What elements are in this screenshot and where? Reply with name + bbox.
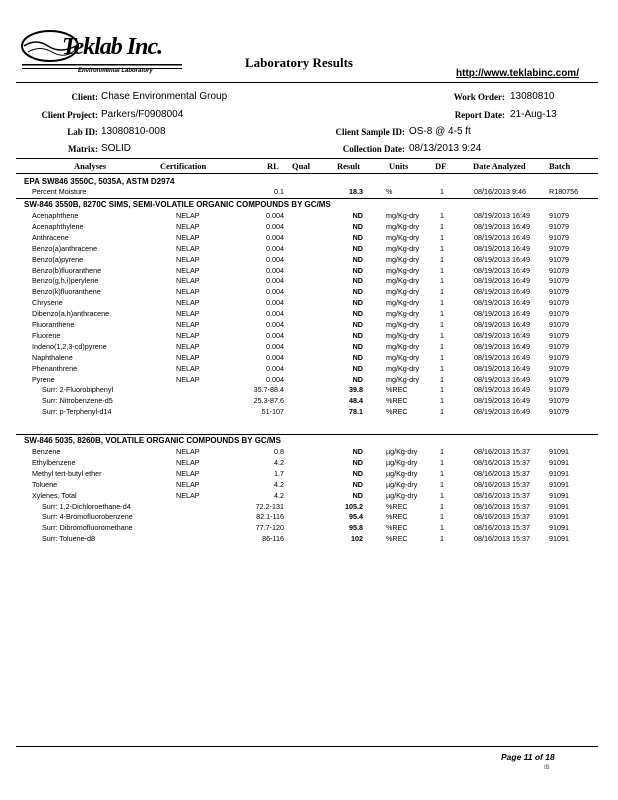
certification-cell: NELAP: [176, 298, 200, 308]
rl-cell: 0.004: [266, 287, 284, 297]
date-analyzed-cell: 08/16/2013 15:37: [474, 512, 530, 522]
certification-cell: NELAP: [176, 320, 200, 329]
rl-cell: 35.7-88.4: [253, 385, 284, 395]
table-row: [0, 320, 618, 331]
analyte-name: Methyl tert-butyl ether: [32, 468, 102, 478]
units-cell: mg/Kg-dry: [386, 298, 420, 308]
date-analyzed-cell: 08/19/2013 16:49: [474, 309, 530, 319]
workorder-value: 13080810: [510, 91, 555, 102]
analyte-name: Surr: Nitrobenzene-d5: [42, 396, 113, 406]
batch-cell: 91091: [549, 534, 569, 544]
rl-cell: 86-116: [262, 534, 284, 544]
client-label: Client:: [71, 92, 98, 102]
table-row: [0, 287, 618, 298]
analyte-name: Toluene: [32, 479, 58, 489]
section-divider: [16, 434, 598, 435]
result-cell: ND: [352, 309, 363, 319]
result-cell: 95.8: [349, 523, 363, 533]
project-value: Parkers/F0908004: [101, 109, 184, 120]
analyte-name: Benzene: [32, 447, 61, 456]
rl-cell: 0.004: [266, 363, 284, 373]
df-cell: 1: [440, 254, 444, 264]
col-units: Units: [389, 161, 409, 171]
col-analyses: Analyses: [74, 161, 107, 171]
col-certification: Certification: [160, 161, 207, 171]
df-cell: 1: [440, 276, 444, 286]
certification-cell: NELAP: [176, 243, 200, 253]
analyte-name: Chrysene: [32, 298, 63, 308]
table-row: [0, 396, 618, 407]
table-row: [0, 342, 618, 353]
units-cell: %REC: [386, 523, 408, 533]
batch-cell: 91079: [549, 396, 569, 406]
result-cell: ND: [352, 447, 363, 456]
date-analyzed-cell: 08/19/2013 16:49: [474, 374, 530, 384]
result-cell: ND: [352, 374, 363, 384]
df-cell: 1: [440, 287, 444, 297]
result-cell: ND: [352, 254, 363, 264]
analyte-name: Benzo(b)fluoranthene: [32, 265, 102, 275]
rl-cell: 4.2: [274, 479, 284, 489]
df-cell: 1: [440, 447, 444, 456]
certification-cell: NELAP: [176, 457, 200, 467]
units-cell: %REC: [386, 501, 408, 511]
project-label: Client Project:: [41, 110, 98, 120]
df-cell: 1: [440, 187, 444, 196]
date-analyzed-cell: 08/19/2013 16:49: [474, 276, 530, 286]
rl-cell: 0.004: [266, 330, 284, 340]
rl-cell: 0.004: [266, 265, 284, 275]
result-cell: ND: [352, 232, 363, 242]
page-title: Laboratory Results: [245, 55, 353, 70]
col-batch: Batch: [549, 161, 571, 171]
table-header-divider: [16, 173, 598, 174]
analyte-name: Anthracene: [32, 232, 69, 242]
result-cell: ND: [352, 457, 363, 467]
colldate-value: 08/13/2013 9:24: [409, 143, 482, 154]
analyte-name: Benzo(k)fluoranthene: [32, 287, 101, 297]
df-cell: 1: [440, 320, 444, 329]
units-cell: mg/Kg-dry: [386, 276, 420, 286]
analyte-name: Phenanthrene: [32, 363, 78, 373]
units-cell: µg/Kg-dry: [386, 490, 418, 500]
rl-cell: 82.1-116: [256, 512, 284, 522]
certification-cell: NELAP: [176, 447, 200, 456]
table-row: [0, 266, 618, 277]
result-cell: 18.3: [349, 187, 363, 196]
analyte-name: Indeno(1,2,3-cd)pyrene: [32, 341, 107, 351]
batch-cell: 91079: [549, 330, 569, 340]
table-row: [0, 364, 618, 375]
date-analyzed-cell: 08/16/2013 15:37: [474, 534, 530, 544]
analyte-name: Surr: Dibromofluoromethane: [42, 523, 133, 533]
section-title: SW-846 5035, 8260B, VOLATILE ORGANIC COMPOUNDS BY GC/MS: [24, 436, 281, 445]
batch-cell: 91079: [549, 265, 569, 275]
batch-cell: 91079: [549, 276, 569, 286]
certification-cell: NELAP: [176, 341, 200, 351]
table-row: [0, 255, 618, 266]
result-cell: ND: [352, 287, 363, 297]
table-row: [0, 298, 618, 309]
rl-cell: 0.004: [266, 211, 284, 220]
table-row: [0, 375, 618, 386]
units-cell: µg/Kg-dry: [386, 447, 418, 456]
analyte-name: Benzo(g,h,i)perylene: [32, 276, 99, 286]
analyte-name: Pyrene: [32, 374, 55, 384]
analyte-name: Naphthalene: [32, 352, 73, 362]
rl-cell: 0.8: [274, 447, 284, 456]
units-cell: mg/Kg-dry: [386, 265, 420, 275]
date-analyzed-cell: 08/19/2013 16:49: [474, 265, 530, 275]
batch-cell: 91091: [549, 447, 569, 456]
rl-cell: 0.1: [274, 187, 284, 196]
df-cell: 1: [440, 232, 444, 242]
reportdate-value: 21-Aug-13: [510, 109, 557, 120]
rl-cell: 1.7: [274, 468, 284, 478]
table-row: [0, 534, 618, 545]
rl-cell: 0.004: [266, 320, 284, 329]
batch-cell: 91079: [549, 320, 569, 329]
date-analyzed-cell: 08/19/2013 16:49: [474, 396, 530, 406]
units-cell: mg/Kg-dry: [386, 243, 420, 253]
rl-cell: 0.004: [266, 232, 284, 242]
table-row: [0, 385, 618, 396]
certification-cell: NELAP: [176, 352, 200, 362]
batch-cell: 91079: [549, 363, 569, 373]
result-cell: ND: [352, 341, 363, 351]
rl-cell: 0.004: [266, 276, 284, 286]
df-cell: 1: [440, 501, 444, 511]
df-cell: 1: [440, 265, 444, 275]
df-cell: 1: [440, 221, 444, 231]
labid-label: Lab ID:: [67, 127, 98, 137]
certification-cell: NELAP: [176, 287, 200, 297]
analyte-name: Surr: 2-Fluorobiphenyl: [42, 385, 114, 395]
table-row: [0, 244, 618, 255]
df-cell: 1: [440, 490, 444, 500]
df-cell: 1: [440, 479, 444, 489]
analyte-name: Surr: Toluene-d8: [42, 534, 96, 544]
certification-cell: NELAP: [176, 254, 200, 264]
rl-cell: 4.2: [274, 490, 284, 500]
date-analyzed-cell: 08/19/2013 16:49: [474, 232, 530, 242]
batch-cell: 91091: [549, 523, 569, 533]
date-analyzed-cell: 08/16/2013 15:37: [474, 468, 530, 478]
result-cell: 105.2: [345, 501, 363, 511]
result-cell: ND: [352, 352, 363, 362]
col-df: DF: [435, 161, 447, 171]
units-cell: mg/Kg-dry: [386, 374, 420, 384]
rl-cell: 0.004: [266, 309, 284, 319]
rl-cell: 0.004: [266, 243, 284, 253]
rl-cell: 4.2: [274, 457, 284, 467]
units-cell: mg/Kg-dry: [386, 363, 420, 373]
date-analyzed-cell: 08/19/2013 16:49: [474, 287, 530, 297]
section-title: EPA SW846 3550C, 5035A, ASTM D2974: [24, 177, 175, 186]
rl-cell: 0.004: [266, 374, 284, 384]
table-row: [0, 491, 618, 502]
certification-cell: NELAP: [176, 468, 200, 478]
units-cell: mg/Kg-dry: [386, 320, 420, 329]
table-row: [0, 512, 618, 523]
table-row: [0, 480, 618, 491]
units-cell: mg/Kg-dry: [386, 330, 420, 340]
certification-cell: NELAP: [176, 363, 200, 373]
batch-cell: 91079: [549, 254, 569, 264]
date-analyzed-cell: 08/19/2013 16:49: [474, 243, 530, 253]
rl-cell: 0.004: [266, 352, 284, 362]
table-row: [0, 502, 618, 513]
df-cell: 1: [440, 457, 444, 467]
col-rl: RL: [267, 161, 279, 171]
units-cell: mg/Kg-dry: [386, 221, 420, 231]
units-cell: µg/Kg-dry: [386, 468, 418, 478]
units-cell: µg/Kg-dry: [386, 479, 418, 489]
batch-cell: 91079: [549, 287, 569, 297]
rl-cell: 51-107: [261, 407, 284, 417]
labid-value: 13080810-008: [101, 126, 166, 137]
date-analyzed-cell: 08/19/2013 16:49: [474, 352, 530, 362]
result-cell: ND: [352, 221, 363, 231]
analyte-name: Fluoranthene: [32, 320, 75, 329]
df-cell: 1: [440, 309, 444, 319]
df-cell: 1: [440, 330, 444, 340]
batch-cell: 91079: [549, 374, 569, 384]
analyte-name: Percent Moisture: [32, 187, 87, 196]
rl-cell: 77.7-120: [255, 523, 284, 533]
page-number: Page 11 of 18: [501, 752, 555, 762]
df-cell: 1: [440, 298, 444, 308]
date-analyzed-cell: 08/19/2013 16:49: [474, 320, 530, 329]
result-cell: ND: [352, 265, 363, 275]
df-cell: 1: [440, 385, 444, 395]
certification-cell: NELAP: [176, 374, 200, 384]
date-analyzed-cell: 08/19/2013 16:49: [474, 341, 530, 351]
table-row: [0, 331, 618, 342]
batch-cell: 91079: [549, 341, 569, 351]
batch-cell: 91079: [549, 232, 569, 242]
batch-cell: 91091: [549, 468, 569, 478]
date-analyzed-cell: 08/16/2013 15:37: [474, 490, 530, 500]
certification-cell: NELAP: [176, 276, 200, 286]
matrix-label: Matrix:: [68, 144, 98, 154]
date-analyzed-cell: 08/19/2013 16:49: [474, 407, 530, 417]
logo-name: Teklab Inc.: [62, 34, 163, 60]
rl-cell: 0.004: [266, 298, 284, 308]
batch-cell: 91079: [549, 211, 569, 220]
col-qual: Qual: [292, 161, 310, 171]
units-cell: mg/Kg-dry: [386, 309, 420, 319]
date-analyzed-cell: 08/16/2013 15:37: [474, 447, 530, 456]
batch-cell: 91079: [549, 243, 569, 253]
df-cell: 1: [440, 396, 444, 406]
rl-cell: 0.004: [266, 221, 284, 231]
certification-cell: NELAP: [176, 330, 200, 340]
analyte-name: Surr: p-Terphenyl-d14: [42, 407, 112, 417]
rl-cell: 0.004: [266, 341, 284, 351]
df-cell: 1: [440, 363, 444, 373]
units-cell: mg/Kg-dry: [386, 287, 420, 297]
df-cell: 1: [440, 243, 444, 253]
result-cell: 39.8: [349, 385, 363, 395]
analyte-name: Acenaphthylene: [32, 221, 84, 231]
matrix-value: SOLID: [101, 143, 132, 154]
footer-divider: [16, 746, 598, 747]
analyte-name: Fluorene: [32, 330, 61, 340]
batch-cell: 91091: [549, 501, 569, 511]
units-cell: %REC: [386, 407, 408, 417]
workorder-label: Work Order:: [453, 92, 505, 102]
table-row: [0, 523, 618, 534]
sampleid-label: Client Sample ID:: [335, 127, 405, 137]
table-row: [0, 187, 618, 198]
table-row: [0, 222, 618, 233]
analyte-name: Surr: 4-Bromofluorobenzene: [42, 512, 133, 522]
rl-cell: 0.004: [266, 254, 284, 264]
analyte-name: Ethylbenzene: [32, 457, 76, 467]
units-cell: mg/Kg-dry: [386, 254, 420, 264]
result-cell: ND: [352, 276, 363, 286]
certification-cell: NELAP: [176, 265, 200, 275]
rl-cell: 25.3-87.6: [253, 396, 284, 406]
col-result: Result: [337, 161, 361, 171]
certification-cell: NELAP: [176, 309, 200, 319]
client-value: Chase Environmental Group: [101, 91, 228, 102]
date-analyzed-cell: 08/19/2013 16:49: [474, 363, 530, 373]
footer-mark: IB: [544, 765, 550, 771]
result-cell: ND: [352, 243, 363, 253]
colldate-label: Collection Date:: [342, 144, 405, 154]
date-analyzed-cell: 08/16/2013 15:37: [474, 523, 530, 533]
df-cell: 1: [440, 523, 444, 533]
date-analyzed-cell: 08/19/2013 16:49: [474, 385, 530, 395]
df-cell: 1: [440, 512, 444, 522]
logo-subtitle: Environmental Laboratory: [78, 68, 153, 74]
batch-cell: 91079: [549, 385, 569, 395]
result-cell: ND: [352, 468, 363, 478]
date-analyzed-cell: 08/19/2013 16:49: [474, 254, 530, 264]
df-cell: 1: [440, 352, 444, 362]
certification-cell: NELAP: [176, 490, 200, 500]
date-analyzed-cell: 08/19/2013 16:49: [474, 221, 530, 231]
website-link[interactable]: http://www.teklabinc.com/: [456, 68, 579, 79]
result-cell: 95.4: [349, 512, 363, 522]
analyte-name: Benzo(a)anthracene: [32, 243, 98, 253]
table-top-divider: [16, 158, 598, 159]
analyte-name: Benzo(a)pyrene: [32, 254, 84, 264]
result-cell: 102: [351, 534, 363, 544]
units-cell: %: [386, 187, 393, 196]
result-cell: ND: [352, 320, 363, 329]
result-cell: ND: [352, 479, 363, 489]
analyte-name: Dibenzo(a,h)anthracene: [32, 309, 110, 319]
analyte-name: Xylenes, Total: [32, 490, 77, 500]
batch-cell: 91079: [549, 407, 569, 417]
batch-cell: 91091: [549, 490, 569, 500]
units-cell: %REC: [386, 512, 408, 522]
date-analyzed-cell: 08/16/2013 9:46: [474, 187, 526, 196]
date-analyzed-cell: 08/16/2013 15:37: [474, 457, 530, 467]
batch-cell: 91091: [549, 512, 569, 522]
table-row: [0, 276, 618, 287]
batch-cell: 91091: [549, 479, 569, 489]
batch-cell: 91079: [549, 221, 569, 231]
sampleid-value: OS-8 @ 4-5 ft: [409, 126, 471, 137]
units-cell: %REC: [386, 396, 408, 406]
df-cell: 1: [440, 468, 444, 478]
units-cell: µg/Kg-dry: [386, 457, 418, 467]
units-cell: mg/Kg-dry: [386, 211, 420, 220]
result-cell: 78.1: [349, 407, 363, 417]
result-cell: ND: [352, 211, 363, 220]
df-cell: 1: [440, 211, 444, 220]
section-divider: [16, 198, 598, 199]
certification-cell: NELAP: [176, 479, 200, 489]
result-cell: ND: [352, 490, 363, 500]
rl-cell: 72.2-131: [255, 501, 284, 511]
table-row: [0, 447, 618, 458]
certification-cell: NELAP: [176, 211, 200, 220]
certification-cell: NELAP: [176, 221, 200, 231]
df-cell: 1: [440, 534, 444, 544]
units-cell: mg/Kg-dry: [386, 352, 420, 362]
certification-cell: NELAP: [176, 232, 200, 242]
units-cell: mg/Kg-dry: [386, 341, 420, 351]
date-analyzed-cell: 08/19/2013 16:49: [474, 330, 530, 340]
section-title: SW-846 3550B, 8270C SIMS, SEMI-VOLATILE ORGANIC COMPOUNDS BY GC/MS: [24, 200, 331, 209]
df-cell: 1: [440, 341, 444, 351]
analyte-name: Surr: 1,2-Dichloroethane-d4: [42, 501, 131, 511]
table-row: [0, 309, 618, 320]
df-cell: 1: [440, 374, 444, 384]
result-cell: 48.4: [349, 396, 363, 406]
table-row: [0, 469, 618, 480]
table-row: [0, 407, 618, 418]
date-analyzed-cell: 08/19/2013 16:49: [474, 298, 530, 308]
batch-cell: 91079: [549, 352, 569, 362]
units-cell: mg/Kg-dry: [386, 232, 420, 242]
col-date-analyzed: Date Analyzed: [473, 161, 526, 171]
table-row: [0, 211, 618, 222]
result-cell: ND: [352, 330, 363, 340]
table-row: [0, 458, 618, 469]
table-row: [0, 233, 618, 244]
date-analyzed-cell: 08/16/2013 15:37: [474, 479, 530, 489]
units-cell: %REC: [386, 385, 408, 395]
batch-cell: 91079: [549, 298, 569, 308]
batch-cell: R180756: [549, 187, 579, 196]
analyte-name: Acenaphthene: [32, 211, 79, 220]
reportdate-label: Report Date:: [454, 110, 505, 120]
batch-cell: 91091: [549, 457, 569, 467]
header-divider: [16, 82, 598, 83]
date-analyzed-cell: 08/16/2013 15:37: [474, 501, 530, 511]
table-row: [0, 353, 618, 364]
date-analyzed-cell: 08/19/2013 16:49: [474, 211, 530, 220]
batch-cell: 91079: [549, 309, 569, 319]
df-cell: 1: [440, 407, 444, 417]
units-cell: %REC: [386, 534, 408, 544]
result-cell: ND: [352, 298, 363, 308]
teklab-logo: [18, 24, 188, 80]
result-cell: ND: [352, 363, 363, 373]
